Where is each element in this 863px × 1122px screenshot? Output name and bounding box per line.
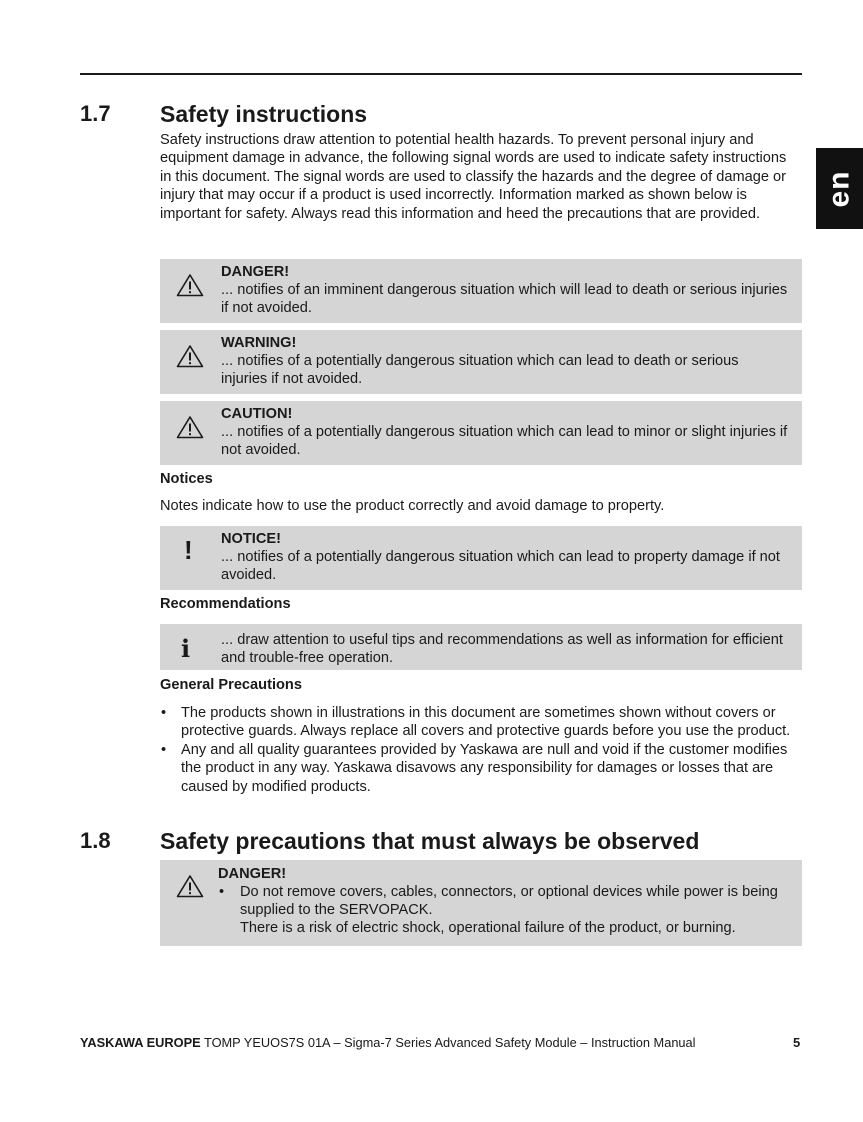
danger-heading: DANGER! [221, 264, 290, 280]
warning-heading: WARNING! [221, 335, 297, 351]
danger-box [160, 259, 802, 323]
warning-triangle-icon [176, 874, 204, 898]
general-precautions-heading: General Precautions [160, 677, 302, 693]
warning-triangle-icon [176, 273, 204, 297]
page-number: 5 [793, 1035, 801, 1050]
recommendation-text: ... draw attention to useful tips and recommendations as well as information for efficient and trouble-free operation. [221, 632, 783, 666]
footer-brand: YASKAWA EUROPE [80, 1035, 201, 1050]
language-tab[interactable] [816, 148, 863, 229]
caution-text: ... notifies of a potentially dangerous situation which can lead to minor or slight injuries if not avoided. [221, 424, 788, 458]
exclamation-icon: ! [184, 535, 193, 565]
danger-precaution-consequence: There is a risk of electric shock, operational failure of the product, or burning. [240, 920, 736, 936]
warning-box [160, 330, 802, 394]
notices-text: Notes indicate how to use the product correctly and avoid damage to property. [160, 498, 665, 514]
recommendation-box [160, 624, 802, 670]
general-precautions-list [160, 704, 805, 796]
danger-text: ... notifies of an imminent dangerous situation which will lead to death or serious injuries if not avoided. [221, 282, 788, 316]
footer [80, 1035, 696, 1050]
caution-heading: CAUTION! [221, 406, 293, 422]
warning-text: ... notifies of a potentially dangerous situation which can lead to death or serious injuries if not avoided. [221, 353, 739, 387]
list-item: • The products shown in illustrations in this document are sometimes shown without covers or protective guards. Always replace all covers and protective guards before you use the product. [160, 704, 805, 741]
notice-text: ... notifies of a potentially dangerous situation which can lead to property damage if not avoided. [221, 549, 780, 583]
notices-heading: Notices [160, 471, 213, 487]
section-1-7-title: Safety instructions [160, 101, 368, 127]
section-1-7-intro: Safety instructions draw attention to potential health hazards. To prevent personal injury and equipment damage in advance, the following signal words are used to indicate safety instructions in this document. The signal words are used to classify the hazards and the degree of damage or injury that may occur if a product is used incorrectly. Information marked as shown below is important for safety. Always read this information and heed the precautions that are provided. [160, 132, 787, 222]
section-1-7-number: 1.7 [80, 101, 111, 126]
danger-precaution-box [160, 860, 802, 946]
recommendations-heading: Recommendations [160, 596, 291, 612]
notice-box [160, 526, 802, 590]
section-1-8-title: Safety precautions that must always be observed [160, 828, 700, 854]
header-rule [80, 73, 802, 75]
warning-triangle-icon [176, 415, 204, 439]
language-tab-label: en [822, 169, 856, 208]
footer-doc-title: TOMP YEUOS7S 01A – Sigma-7 Series Advanced Safety Module – Instruction Manual [203, 1035, 696, 1050]
danger-precaution-item: Do not remove covers, cables, connectors, or optional devices while power is being supplied to the SERVOPACK. [240, 884, 778, 918]
bullet-icon: • [219, 884, 225, 900]
warning-triangle-icon [176, 344, 204, 368]
caution-box [160, 401, 802, 465]
danger-precaution-heading: DANGER! [218, 866, 287, 882]
list-item: • Any and all quality guarantees provided by Yaskawa are null and void if the customer modifies the product in any way. Yaskawa disavows any responsibility for damages or losses that are caused by modified products. [160, 741, 805, 796]
section-1-8-number: 1.8 [80, 828, 111, 853]
info-icon: i [181, 634, 191, 663]
notice-heading: NOTICE! [221, 531, 281, 547]
